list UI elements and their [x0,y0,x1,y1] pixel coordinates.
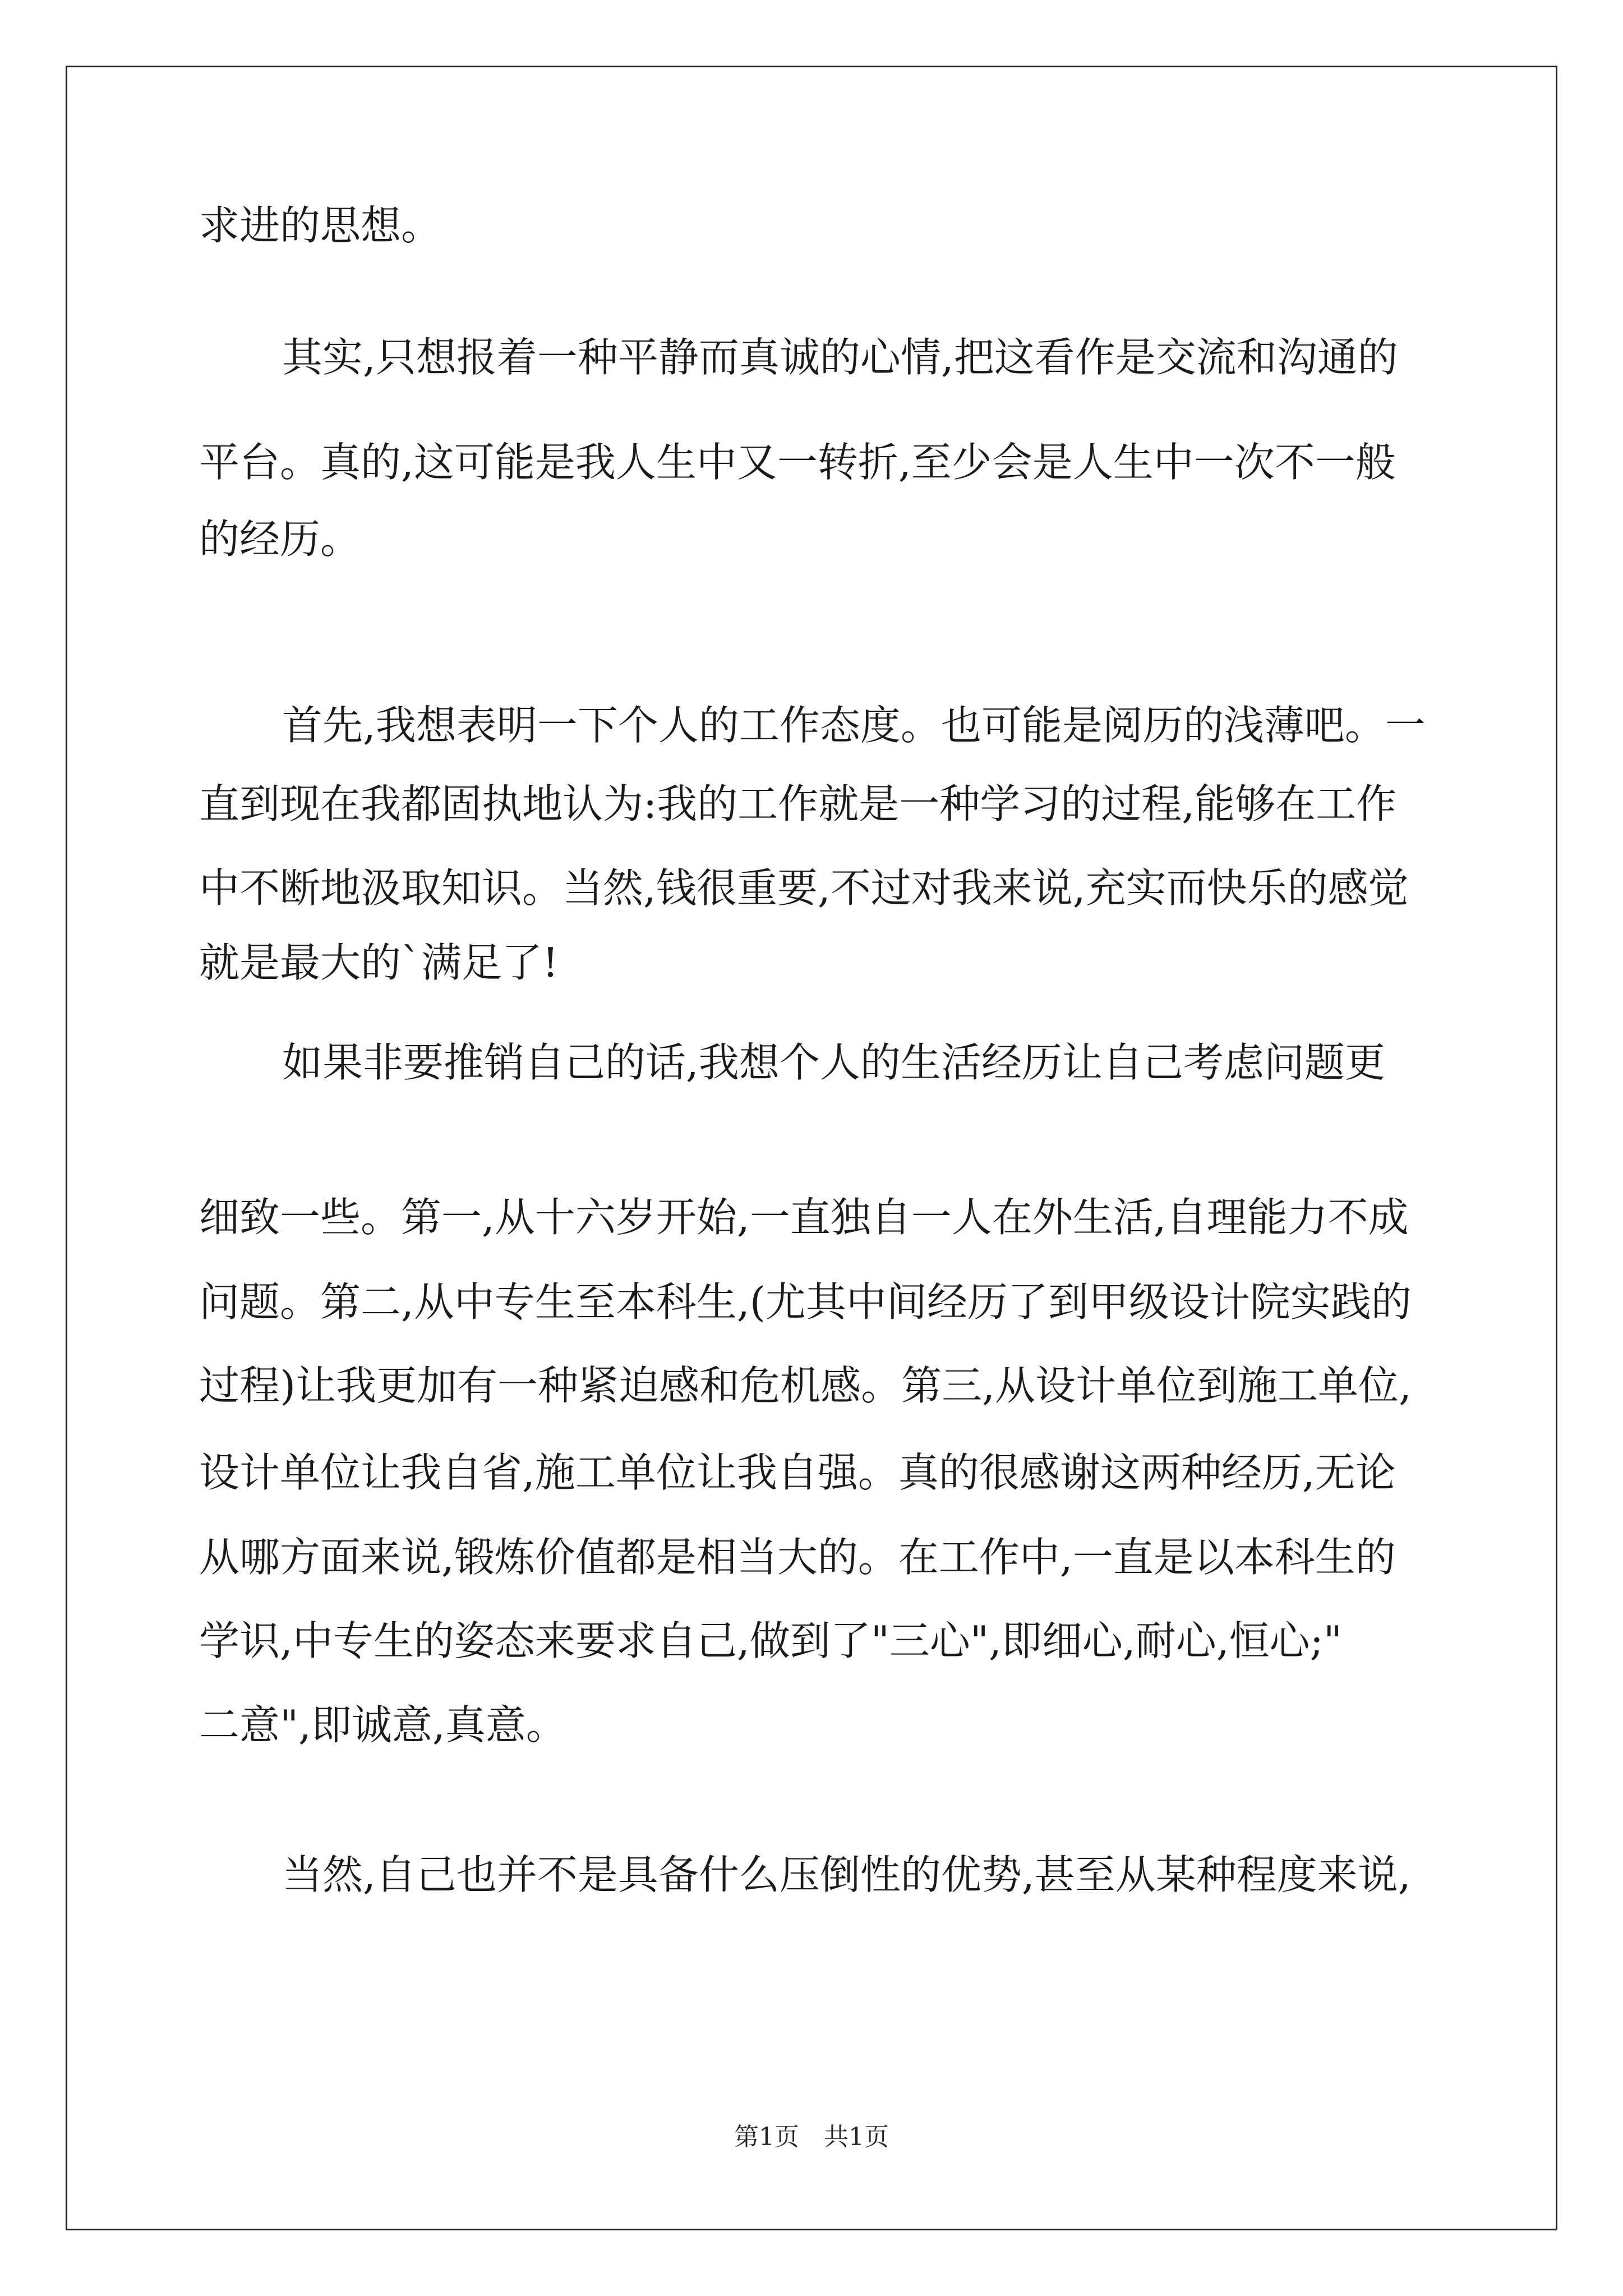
text-line: 学识,中专生的姿态来要求自己,做到了"三心",即细心,耐心,恒心;" [199,1617,1343,1664]
text-line: 细致一些。第一,从十六岁开始,一直独自一人在外生活,自理能力不成 [199,1194,1409,1241]
text-line: 首先,我想表明一下个人的工作态度。也可能是阅历的浅薄吧。一 [282,702,1426,749]
text-line: 如果非要推销自己的话,我想个人的生活经历让自己考虑问题更 [282,1039,1385,1086]
text-line: 从哪方面来说,锻炼价值都是相当大的。在工作中,一直是以本科生的 [199,1534,1396,1581]
text-line: 过程)让我更加有一种紧迫感和危机感。第三,从设计单位到施工单位, [199,1362,1412,1409]
text-line: 设计单位让我自省,施工单位让我自强。真的很感谢这两种经历,无论 [199,1449,1396,1496]
text-line: 就是最大的`满足了! [199,939,559,986]
text-line: 直到现在我都固执地认为:我的工作就是一种学习的过程,能够在工作 [199,780,1397,827]
page-number: 第1页 共1页 [734,2123,889,2151]
text-line: 其实,只想报着一种平静而真诚的心情,把这看作是交流和沟通的 [282,334,1398,381]
text-line: 求进的思想。 [199,202,442,249]
text-line: 当然,自己也并不是具备什么压倒性的优势,甚至从某种程度来说, [282,1851,1411,1898]
page-border [66,66,1557,2230]
text-line: 中不断地汲取知识。当然,钱很重要,不过对我来说,充实而快乐的感觉 [199,864,1409,912]
text-line: 的经历。 [199,516,361,563]
text-line: 二意",即诚意,真意。 [199,1701,566,1749]
text-line: 问题。第二,从中专生至本科生,(尤其中间经历了到甲级设计院实践的 [199,1278,1412,1326]
text-line: 平台。真的,这可能是我人生中又一转折,至少会是人生中一次不一般 [199,439,1396,486]
